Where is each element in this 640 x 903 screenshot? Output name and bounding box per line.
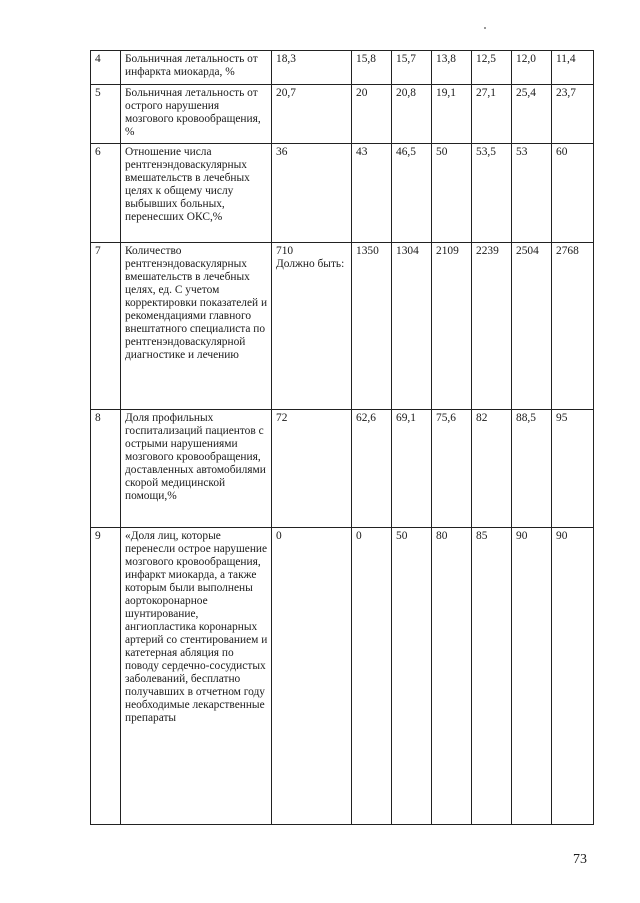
year-value-cell: 1350 xyxy=(352,243,392,410)
year-value-cell: 2504 xyxy=(512,243,552,410)
year-value-cell: 90 xyxy=(512,528,552,825)
year-value-cell: 80 xyxy=(432,528,472,825)
year-value-cell: 15,7 xyxy=(392,51,432,85)
year-value-cell: 85 xyxy=(472,528,512,825)
row-number-cell: 6 xyxy=(91,144,121,243)
year-value-cell: 23,7 xyxy=(552,85,594,144)
base-value: 0 xyxy=(276,530,282,542)
indicator-name-cell xyxy=(121,410,272,528)
indicator-name: Больничная летальность от инфаркта миокарда, % xyxy=(125,53,258,78)
indicators-table xyxy=(90,50,594,825)
base-value-cell xyxy=(272,528,352,825)
year-value-cell: 50 xyxy=(392,528,432,825)
year-value-cell: 53 xyxy=(512,144,552,243)
year-value-cell: 2239 xyxy=(472,243,512,410)
indicator-name-cell xyxy=(121,51,272,85)
indicator-name: Больничная летальность от острого нарушения мозгового кровообращения, % xyxy=(125,87,261,138)
base-value-cell xyxy=(272,51,352,85)
row-number-cell: 5 xyxy=(91,85,121,144)
year-value-cell: 62,6 xyxy=(352,410,392,528)
year-value-cell: 13,8 xyxy=(432,51,472,85)
year-value-cell: 69,1 xyxy=(392,410,432,528)
indicator-name-cell xyxy=(121,85,272,144)
year-value-cell: 1304 xyxy=(392,243,432,410)
base-value-cell xyxy=(272,144,352,243)
table-row xyxy=(91,85,594,144)
row-number-cell: 9 xyxy=(91,528,121,825)
year-value-cell: 11,4 xyxy=(552,51,594,85)
year-value-cell: 88,5 xyxy=(512,410,552,528)
indicator-name: Доля профильных госпитализаций пациентов с острыми нарушениями мозгового кровообращения, доставленных автомобилями скорой медицинской помощи,% xyxy=(125,412,266,502)
year-value-cell: 75,6 xyxy=(432,410,472,528)
indicator-name: «Доля лиц, которые перенесли острое нарушение мозгового кровообращения, инфаркт миокарда, а также которым были выполнены аортокоронарное шунтирование, ангиопластика коронарных артерий со стентированием и катетерная абляция по поводу сердечно-сосудистых заболеваний, бесплатно получавших в отчетном году необходимые лекарственные препараты xyxy=(125,530,268,724)
row-number-cell: 4 xyxy=(91,51,121,85)
table-row xyxy=(91,528,594,825)
year-value-cell: 2109 xyxy=(432,243,472,410)
year-value-cell: 82 xyxy=(472,410,512,528)
table-row xyxy=(91,410,594,528)
year-value-cell: 60 xyxy=(552,144,594,243)
row-number-cell: 7 xyxy=(91,243,121,410)
base-value: 18,3 xyxy=(276,53,296,65)
year-value-cell: 19,1 xyxy=(432,85,472,144)
page-number: 73 xyxy=(573,852,587,867)
indicator-name-cell xyxy=(121,144,272,243)
table-row xyxy=(91,51,594,85)
indicator-name: Количество рентгенэндоваскулярных вмешательств в лечебных целях, ед. С учетом корректировки показателей и рекомендациями главного внештатного специалиста по рентгенэндоваскулярной диагностике и лечению xyxy=(125,245,268,361)
base-value: 72 xyxy=(276,412,288,424)
year-value-cell: 20,8 xyxy=(392,85,432,144)
base-value: 20,7 xyxy=(276,87,296,99)
base-value-cell xyxy=(272,410,352,528)
year-value-cell: 27,1 xyxy=(472,85,512,144)
year-value-cell: 20 xyxy=(352,85,392,144)
year-value-cell: 0 xyxy=(352,528,392,825)
table-row xyxy=(91,243,594,410)
base-value: 710 Должно быть: xyxy=(276,245,345,270)
base-value: 36 xyxy=(276,146,288,158)
scan-speck xyxy=(484,27,486,29)
year-value-cell: 12,5 xyxy=(472,51,512,85)
base-value-cell xyxy=(272,85,352,144)
year-value-cell: 25,4 xyxy=(512,85,552,144)
indicator-name-cell xyxy=(121,528,272,825)
year-value-cell: 50 xyxy=(432,144,472,243)
table-row xyxy=(91,144,594,243)
year-value-cell: 2768 xyxy=(552,243,594,410)
year-value-cell: 15,8 xyxy=(352,51,392,85)
year-value-cell: 43 xyxy=(352,144,392,243)
year-value-cell: 95 xyxy=(552,410,594,528)
indicator-name: Отношение числа рентгенэндоваскулярных вмешательств в лечебных целях к общему числу выбывших больных, перенесших ОКС,% xyxy=(125,146,250,223)
base-value-cell xyxy=(272,243,352,410)
year-value-cell: 90 xyxy=(552,528,594,825)
row-number-cell: 8 xyxy=(91,410,121,528)
year-value-cell: 12,0 xyxy=(512,51,552,85)
indicator-name-cell xyxy=(121,243,272,410)
year-value-cell: 46,5 xyxy=(392,144,432,243)
year-value-cell: 53,5 xyxy=(472,144,512,243)
